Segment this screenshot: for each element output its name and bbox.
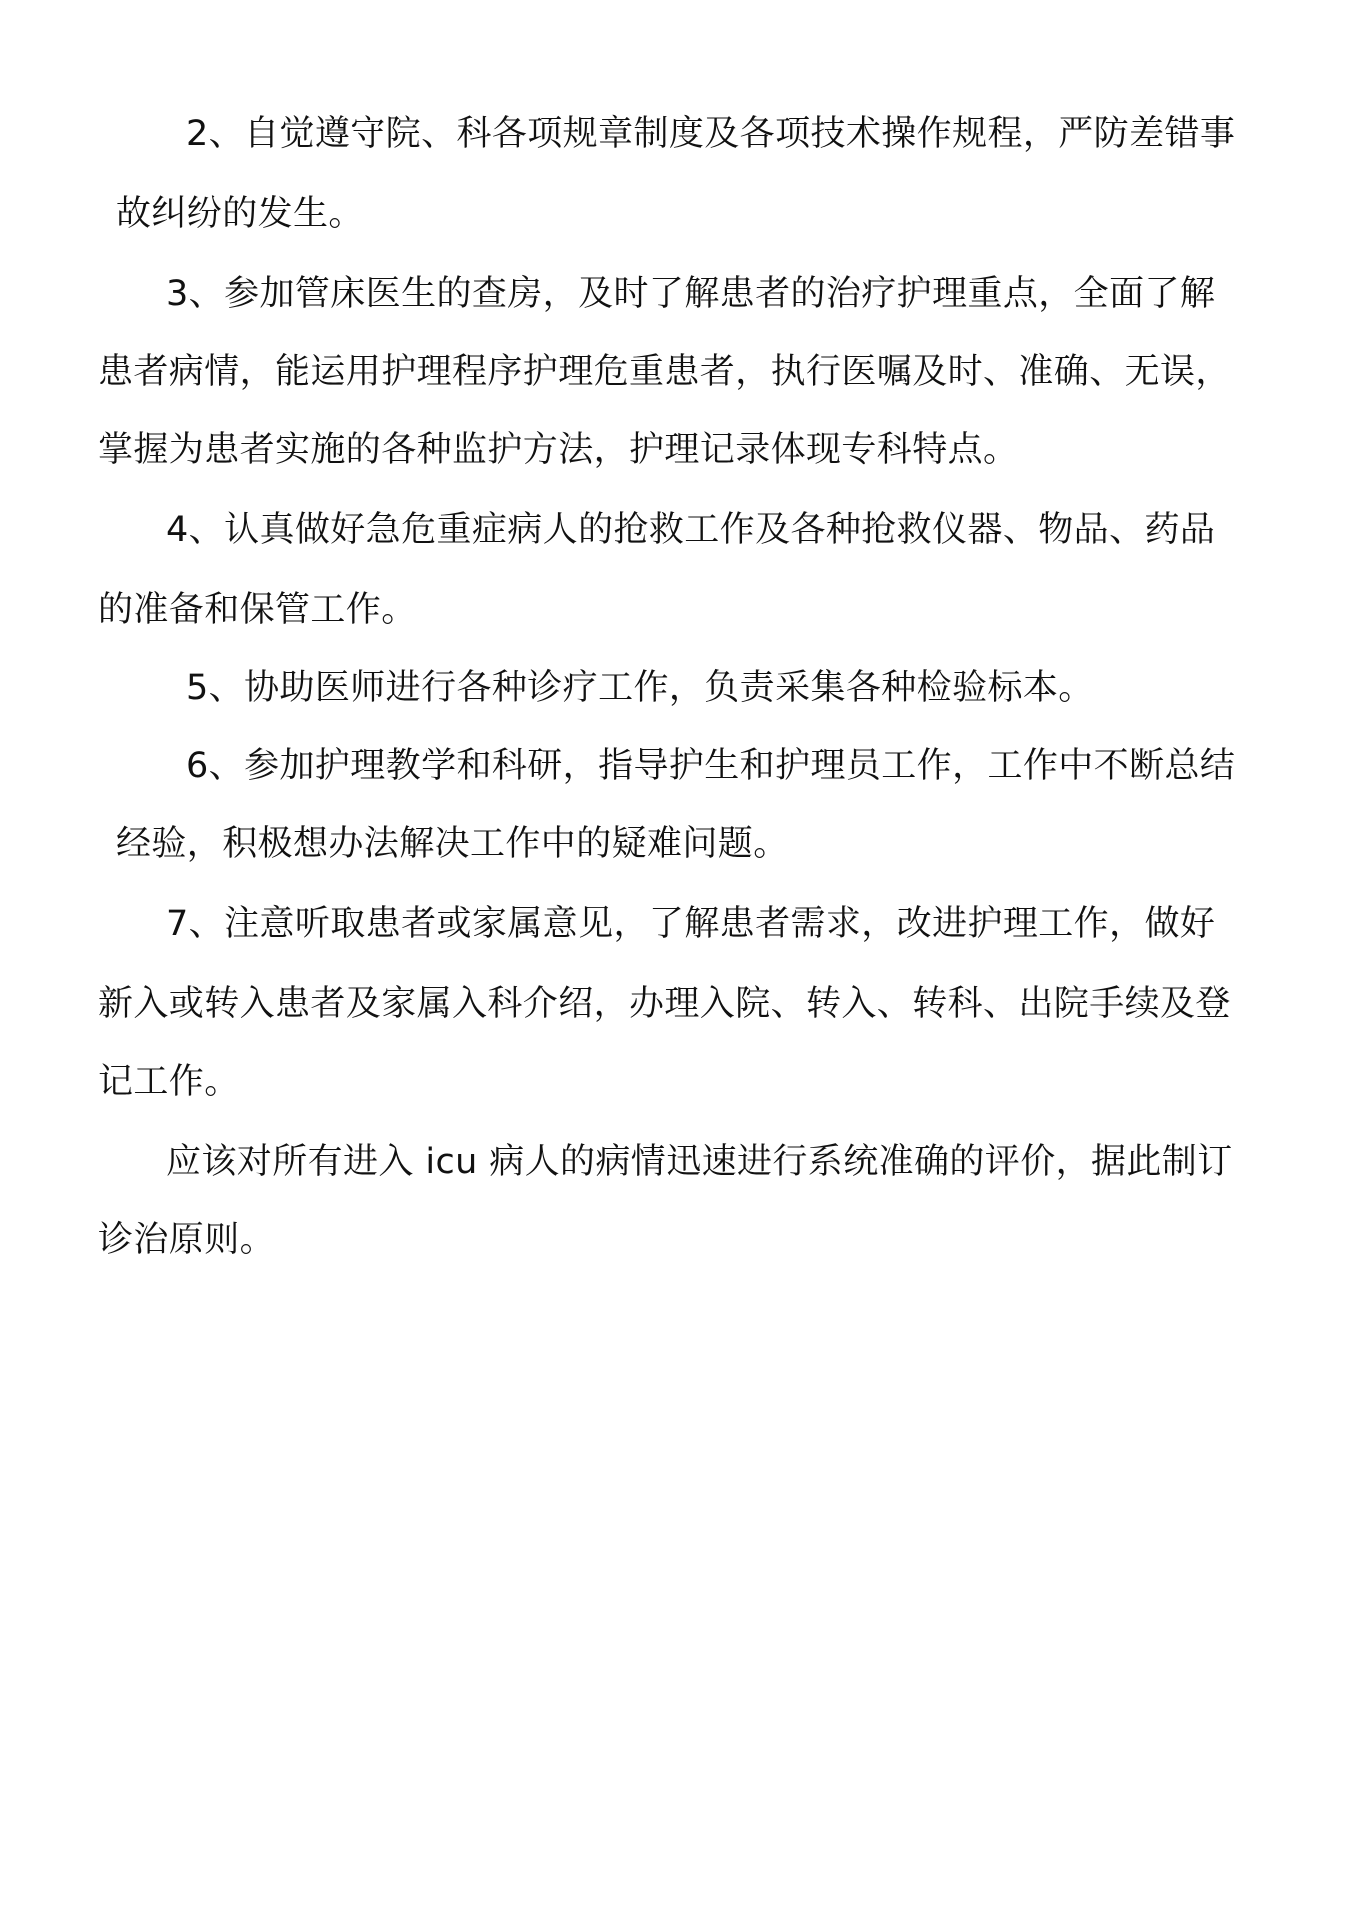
paragraph-7-line-1: 7、注意听取患者或家属意见，了解患者需求，改进护理工作，做好 — [166, 904, 1216, 944]
paragraph-4-line-1: 4、认真做好急危重症病人的抢救工作及各种抢救仪器、物品、药品 — [166, 510, 1216, 550]
paragraph-8-line-2: 诊治原则。 — [98, 1220, 276, 1260]
paragraph-5-line-1: 5、协助医师进行各种诊疗工作，负责采集各种检验标本。 — [186, 668, 1094, 708]
paragraph-3-line-1: 3、参加管床医生的查房，及时了解患者的治疗护理重点，全面了解 — [166, 274, 1216, 314]
paragraph-7-line-3: 记工作。 — [98, 1062, 240, 1102]
paragraph-3-line-2: 患者病情，能运用护理程序护理危重患者，执行医嘱及时、准确、无误， — [98, 352, 1231, 392]
paragraph-2-line-2: 故纠纷的发生。 — [116, 194, 364, 234]
paragraph-8-line-1: 应该对所有进入 icu 病人的病情迅速进行系统准确的评价，据此制订 — [166, 1142, 1233, 1182]
paragraph-6-line-2: 经验，积极想办法解决工作中的疑难问题。 — [116, 824, 789, 864]
paragraph-4-line-2: 的准备和保管工作。 — [98, 590, 417, 630]
paragraph-7-line-2: 新入或转入患者及家属入科介绍，办理入院、转入、转科、出院手续及登 — [98, 984, 1231, 1024]
paragraph-3-line-3: 掌握为患者实施的各种监护方法，护理记录体现专科特点。 — [98, 430, 1019, 470]
paragraph-2-line-1: 2、自觉遵守院、科各项规章制度及各项技术操作规程，严防差错事 — [186, 114, 1236, 154]
paragraph-6-line-1: 6、参加护理教学和科研，指导护生和护理员工作，工作中不断总结 — [186, 746, 1236, 786]
